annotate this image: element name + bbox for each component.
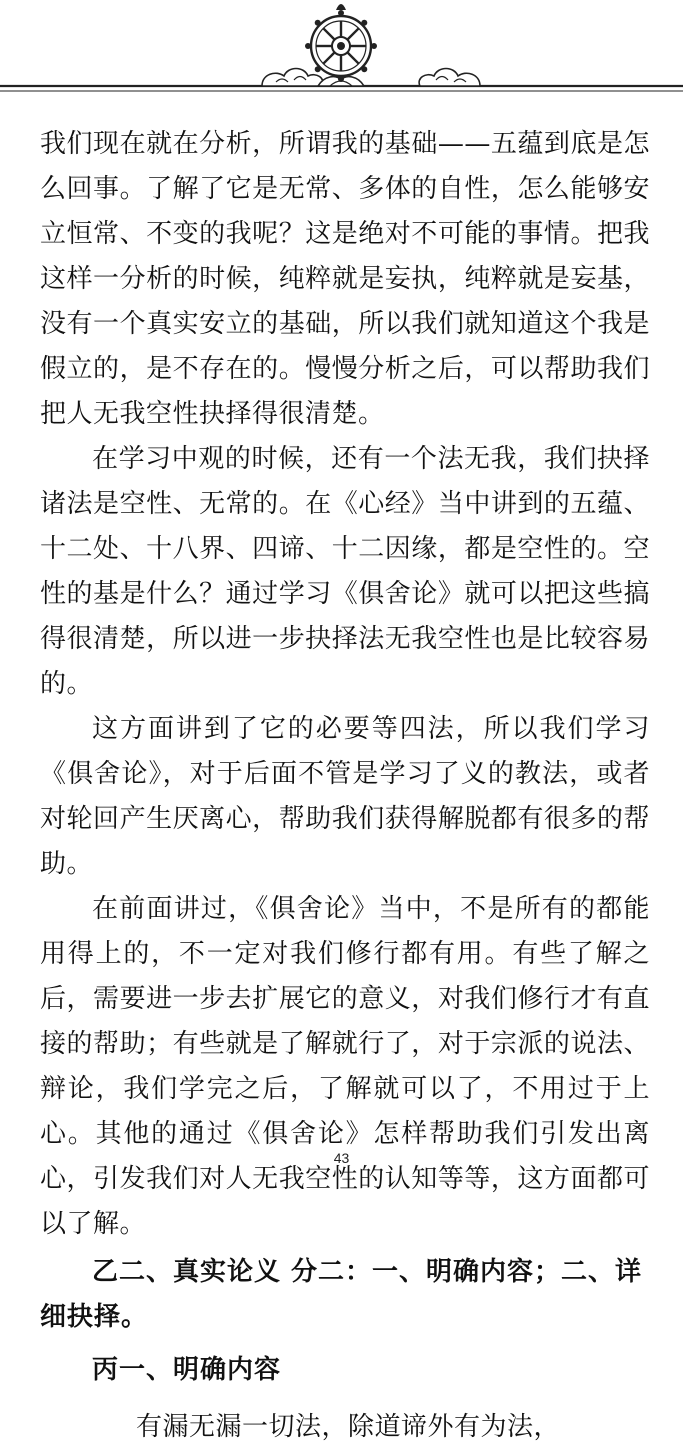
subsection-heading: 丙一、明确内容 — [92, 1355, 282, 1385]
page-header-ornament — [0, 0, 683, 100]
page-body — [40, 122, 650, 1450]
page-number: 43 — [333, 1150, 350, 1166]
verse-line: 有漏无漏一切法，除道谛外有为法， — [136, 1412, 561, 1442]
paragraph-2: 在学习中观的时候，还有一个法无我，我们抉择诸法是空性、无常的。在《心经》当中讲到的五蕴、十二处、十八界、四谛、十二因缘，都是空性的。空性的基是什么？通过学习《俱舍论》就可以把这些搞得很清楚，所以进一步抉择法无我空性也是比较容易的。 — [40, 444, 650, 699]
section-heading: 乙二、真实论义 分二：一、明确内容；二、详细抉择。 — [40, 1257, 643, 1332]
paragraph-3: 这方面讲到了它的必要等四法，所以我们学习《俱舍论》，对于后面不管是学习了义的教法，或者对轮回产生厌离心，帮助我们获得解脱都有很多的帮助。 — [40, 714, 650, 879]
dharma-wheel-icon — [0, 0, 683, 100]
paragraph-4: 在前面讲过，《俱舍论》当中，不是所有的都能用得上的，不一定对我们修行都有用。有些了解之后，需要进一步去扩展它的意义，对我们修行才有直接的帮助；有些就是了解就行了，对于宗派的说法、辩论，我们学完之后，了解就可以了，不用过于上心。其他的通过《俱舍论》怎样帮助我们引发出离心，引发我们对人无我空性的认知等等，这方面都可以了解。 — [40, 894, 650, 1239]
paragraph-1: 我们现在就在分析，所谓我的基础——五蕴到底是怎么回事。了解了它是无常、多体的自性，怎么能够安立恒常、不变的我呢？这是绝对不可能的事情。把我这样一分析的时候，纯粹就是妄执，纯粹就是妄基，没有一个真实安立的基础，所以我们就知道这个我是假立的，是不存在的。慢慢分析之后，可以帮助我们把人无我空性抉择得很清楚。 — [40, 129, 650, 429]
